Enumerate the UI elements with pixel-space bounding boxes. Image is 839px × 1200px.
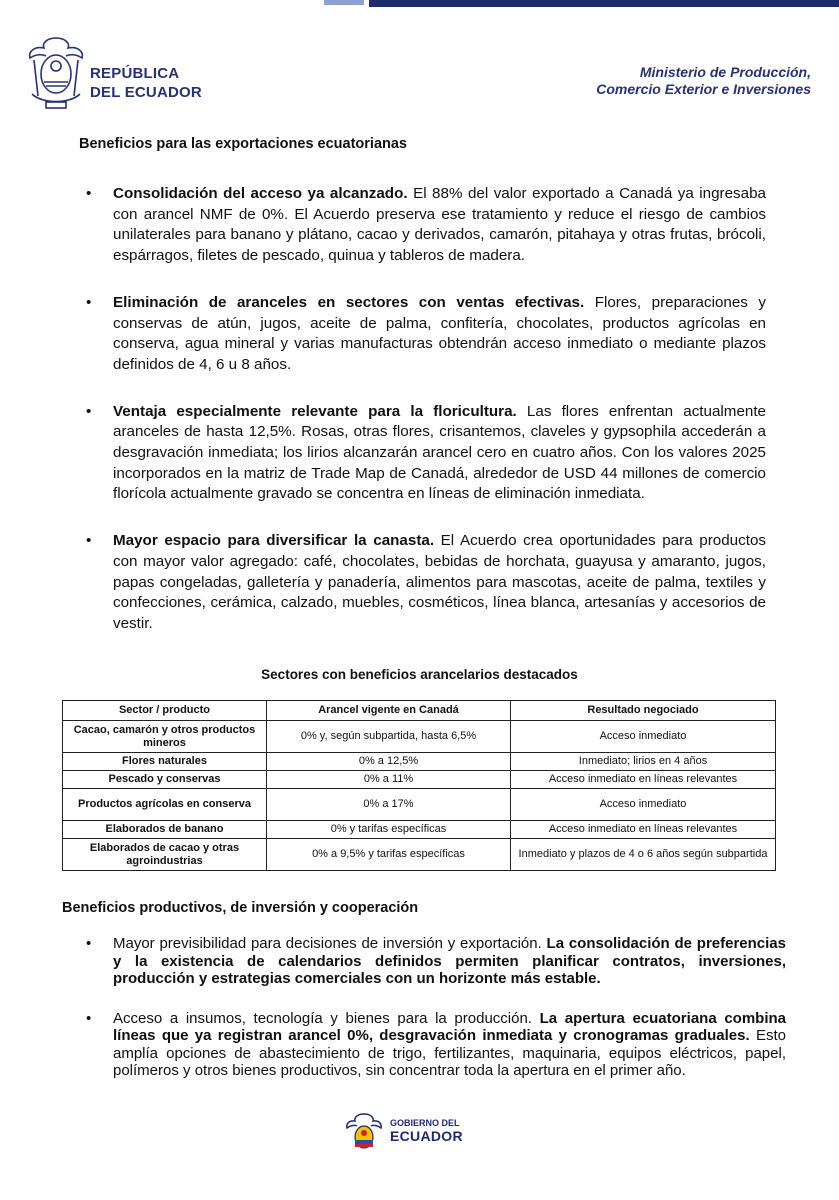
cell-sector: Productos agrícolas en conserva [63, 789, 267, 821]
column-header-tariff: Arancel vigente en Canadá [267, 701, 511, 721]
cell-tariff: 0% y tarifas específicas [267, 821, 511, 839]
section2-heading: Beneficios productivos, de inversión y cooperación [62, 900, 419, 916]
bullet-icon: • [86, 1009, 92, 1027]
cell-result: Acceso inmediato en líneas relevantes [511, 821, 776, 839]
republica-logo-text [90, 64, 202, 102]
cell-sector: Flores naturales [63, 753, 267, 771]
table-row [63, 839, 776, 871]
list-item [80, 184, 766, 267]
item-text: El 88% del valor exportado a Canadá ya ingresaba con arancel NMF de 0%. El Acuerdo preserva ese tratamiento y reduce el riesgo de cambios unilaterales para banano y plátano, cacao y derivados, camarón, pitahaya y otras frutas, brócoli, espárragos, filetes de pescado, quinua y tableros de madera. [113, 185, 766, 265]
cell-sector: Pescado y conservas [63, 771, 267, 789]
table-row [63, 821, 776, 839]
table-row [63, 789, 776, 821]
section1-bullet-list [80, 184, 766, 661]
cell-result: Inmediato y plazos de 4 o 6 años según subpartida [511, 839, 776, 871]
gobierno-logo [344, 1112, 463, 1154]
gobierno-logo-text [390, 1118, 463, 1144]
bullet-icon: • [86, 935, 92, 952]
item-bold-lead: Eliminación de aranceles en sectores con ventas efectivas. [113, 293, 585, 311]
item-bold-lead: Consolidación del acceso ya alcanzado. [113, 185, 408, 202]
section1-heading: Beneficios para las exportaciones ecuatorianas [79, 136, 407, 152]
list-item [80, 1010, 786, 1080]
cell-tariff: 0% a 9,5% y tarifas específicas [267, 839, 511, 871]
cell-sector: Elaborados de banano [63, 821, 267, 839]
top-decorative-bars [319, 0, 839, 8]
bullet-icon: • [86, 532, 92, 550]
republic-line1: REPÚBLICA [90, 65, 180, 82]
list-item [80, 293, 766, 376]
column-header-result: Resultado negociado [511, 701, 776, 721]
item-text: Mayor previsibilidad para decisiones de inversión y exportación. [113, 935, 547, 952]
table-row [63, 721, 776, 753]
item-bold-lead: Ventaja especialmente relevante para la floricultura. [113, 402, 517, 420]
cell-tariff: 0% y, según subpartida, hasta 6,5% [267, 721, 511, 753]
coat-of-arms-icon [24, 34, 88, 114]
gobierno-logo-line2: ECUADOR [390, 1128, 463, 1144]
list-item [80, 531, 766, 635]
top-bar-light [324, 0, 364, 5]
gobierno-logo-icon [344, 1112, 384, 1154]
item-after-text: Esto amplía opciones de abastecimiento de trigo, fertilizantes, maquinaria, equipos eléctricos, papel, polímeros y otros bienes productivos, sin concentrar toda la apertura en el primer año. [113, 1027, 786, 1079]
item-text: Flores, preparaciones y conservas de atún, jugos, aceite de palma, confitería, chocolates, productos agrícolas en conserva, agua mineral y varias manufacturas obtendrán acceso inmediato o mediante plazos definidos de 4, 6 u 8 años. [113, 293, 766, 373]
item-text: Las flores enfrentan actualmente aranceles de hasta 12,5%. Rosas, otras flores, crisantemos, claveles y gypsophila accederán a desgravación inmediata; los lirios alcanzarán arancel cero en cuatro años. Con los valores 2025 incorporados en la matriz de Trade Map de Canadá, alrededor de USD 44 millones de comercio florícola actualmente gravado se concentra en líneas de eliminación inmediata. [113, 402, 767, 503]
table-header-row [63, 701, 776, 721]
item-bold-text: La consolidación de preferencias y la existencia de calendarios definidos permiten planificar contratos, inversiones, producción y estrategias comerciales con un horizonte más estable. [113, 935, 786, 987]
bullet-icon: • [86, 293, 92, 311]
cell-sector: Elaborados de cacao y otras agroindustrias [63, 839, 267, 871]
item-text: Acceso a insumos, tecnología y bienes para la producción. [113, 1009, 540, 1027]
sectors-table [62, 700, 776, 871]
top-bar-dark [369, 0, 839, 7]
bullet-icon: • [86, 402, 92, 420]
table-title: Sectores con beneficios arancelarios destacados [261, 667, 578, 682]
column-header-sector: Sector / producto [63, 701, 267, 721]
list-item [80, 935, 786, 988]
page-header [0, 28, 839, 118]
cell-result: Acceso inmediato [511, 721, 776, 753]
ministry-line2: Comercio Exterior e Inversiones [596, 81, 811, 97]
cell-tariff: 0% a 11% [267, 771, 511, 789]
cell-result: Acceso inmediato [511, 789, 776, 821]
table-row [63, 753, 776, 771]
list-item [80, 402, 766, 506]
item-bold-text: La apertura ecuatoriana combina líneas que ya registran arancel 0%, desgravación inmediata y cronogramas graduales. [113, 1009, 786, 1044]
ministry-line1: Ministerio de Producción, [639, 64, 811, 80]
cell-sector: Cacao, camarón y otros productos mineros [63, 721, 267, 753]
section2-bullet-list [80, 935, 786, 1102]
item-text: El Acuerdo crea oportunidades para productos con mayor valor agregado: café, chocolates, bebidas de horchata, guayusa y amaranto, jugos, papas congeladas, galletería y panadería, alimentos para mascotas, aceite de palma, textiles y confecciones, cerámica, calzado, muebles, cosméticos, línea blanca, artesanías y accesorios de vestir. [113, 532, 766, 632]
bullet-icon: • [86, 185, 92, 202]
gobierno-logo-line1: GOBIERNO DEL [390, 1118, 460, 1128]
cell-result: Inmediato; lirios en 4 años [511, 753, 776, 771]
table-row [63, 771, 776, 789]
cell-result: Acceso inmediato en líneas relevantes [511, 771, 776, 789]
cell-tariff: 0% a 17% [267, 789, 511, 821]
ministry-logo-text [596, 64, 811, 98]
item-bold-lead: Mayor espacio para diversificar la canasta. [113, 532, 435, 550]
cell-tariff: 0% a 12,5% [267, 753, 511, 771]
republic-line2: DEL ECUADOR [90, 84, 202, 101]
